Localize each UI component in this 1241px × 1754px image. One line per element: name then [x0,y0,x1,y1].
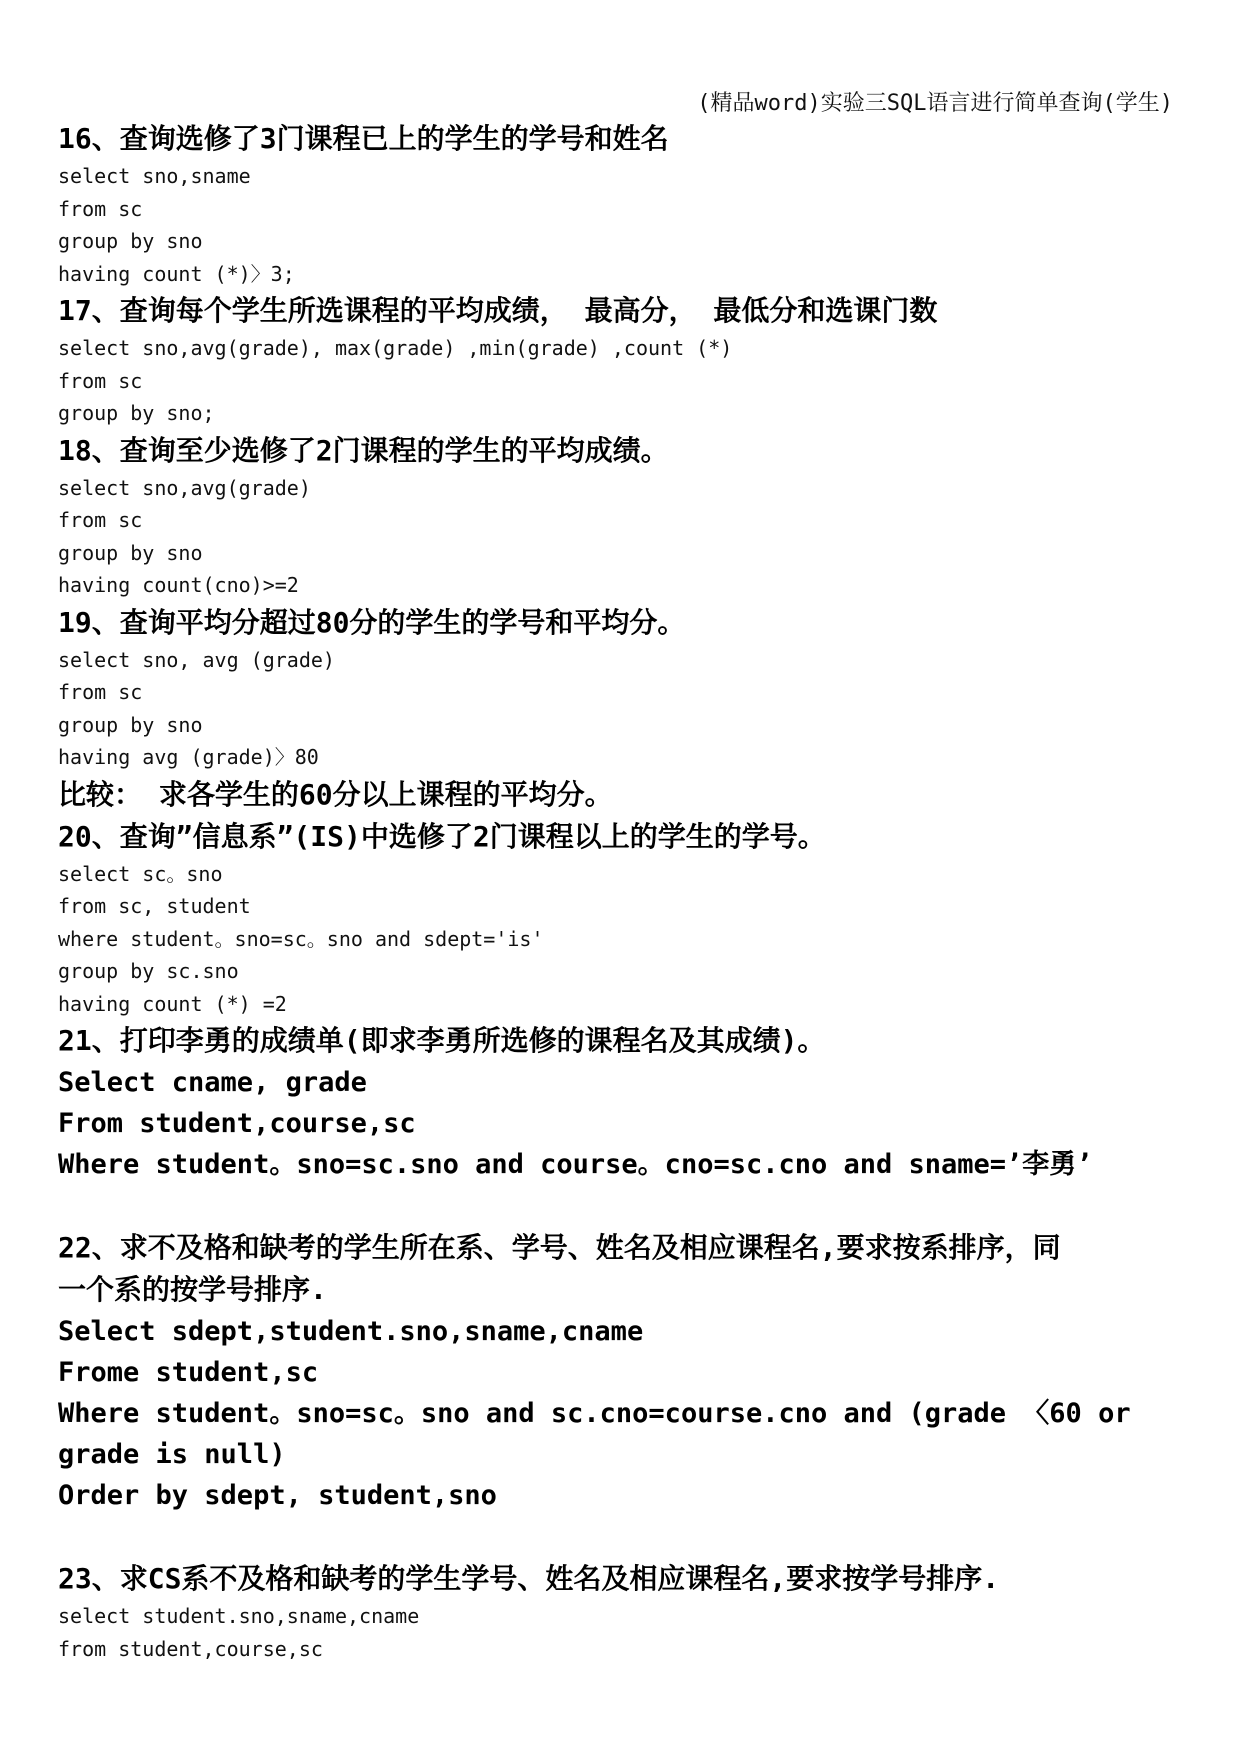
q21-code-line: Select cname, grade [58,1067,367,1098]
q20-code-line: group by sc.sno [58,959,239,983]
q17-code-line: from sc [58,368,143,393]
q17-code-line: select sno,avg(grade), max(grade) ,min(grade) ,count (*) [58,336,733,360]
q20-code-line: select sc。sno [58,861,223,886]
q19-code-line: select sno, avg (grade) [58,647,335,672]
q16-code-line: having count (*)〉3; [58,261,295,286]
q20-code-line: having count (*) =2 [58,991,287,1016]
q18-code-line: select sno,avg(grade) [58,475,311,500]
document-content [58,118,1218,1665]
question-22-title-line-1: 22、求不及格和缺考的学生所在系、学号、姓名及相应课程名,要求按系排序，同 [58,1231,1061,1264]
question-21-title: 21、打印李勇的成绩单(即求李勇所选修的课程名及其成绩)。 [58,1024,826,1057]
compare-title: 比较： 求各学生的60分以上课程的平均分。 [58,777,613,811]
q19-code-line: having avg (grade)〉80 [58,745,319,769]
q22-code-line: Frome student,sc [58,1357,319,1388]
running-header: (精品word)实验三SQL语言进行简单查询(学生) [697,91,1173,116]
q20-code-line: from sc, student [58,894,251,918]
spacer [58,1516,1218,1558]
q21-code-line: From student,course,sc [58,1108,416,1139]
q21-code-line: Where student。sno=sc.sno and course。cno=sc.cno and sname=’李勇’ [58,1149,1093,1180]
question-18-title: 18、查询至少选修了2门课程的学生的平均成绩。 [58,433,669,467]
question-17-title: 17、查询每个学生所选课程的平均成绩， 最高分， 最低分和选课门数 [58,294,938,327]
q23-code-line: from student,course,sc [58,1636,323,1661]
question-20-title: 20、查询”信息系”(IS)中选修了2门课程以上的学生的学号。 [58,819,826,853]
q19-code-line: from sc [58,680,143,704]
question-16-title: 16、查询选修了3门课程已上的学生的学号和姓名 [58,122,669,155]
q22-code-line: Select sdept,student.sno,sname,cname [58,1316,644,1347]
q18-code-line: having count(cno)>=2 [58,573,299,597]
q22-order-clause: Order by sdept, student,sno [58,1480,497,1511]
q18-code-line: from sc [58,508,143,532]
q17-code-line: group by sno; [58,401,215,425]
question-22-title-line-2: 一个系的按学号排序. [58,1273,327,1306]
question-23-title: 23、求CS系不及格和缺考的学生学号、姓名及相应课程名,要求按学号排序. [58,1562,1000,1595]
q19-code-line: group by sno [58,712,203,737]
q16-code-line: select sno,sname [58,164,251,188]
q16-code-line: group by sno [58,229,203,253]
q18-code-line: group by sno [58,540,203,565]
spacer [58,1185,1218,1227]
q16-code-line: from sc [58,196,143,221]
q22-where-clause: Where student。sno=sc。sno and sc.cno=course.cno and (grade 〈60 or grade is null) [58,1398,1131,1470]
question-19-title: 19、查询平均分超过80分的学生的学号和平均分。 [58,605,686,639]
q23-code-line: select student.sno,sname,cname [58,1604,420,1628]
q20-code-line: where student。sno=sc。sno and sdept='is' [58,926,544,951]
